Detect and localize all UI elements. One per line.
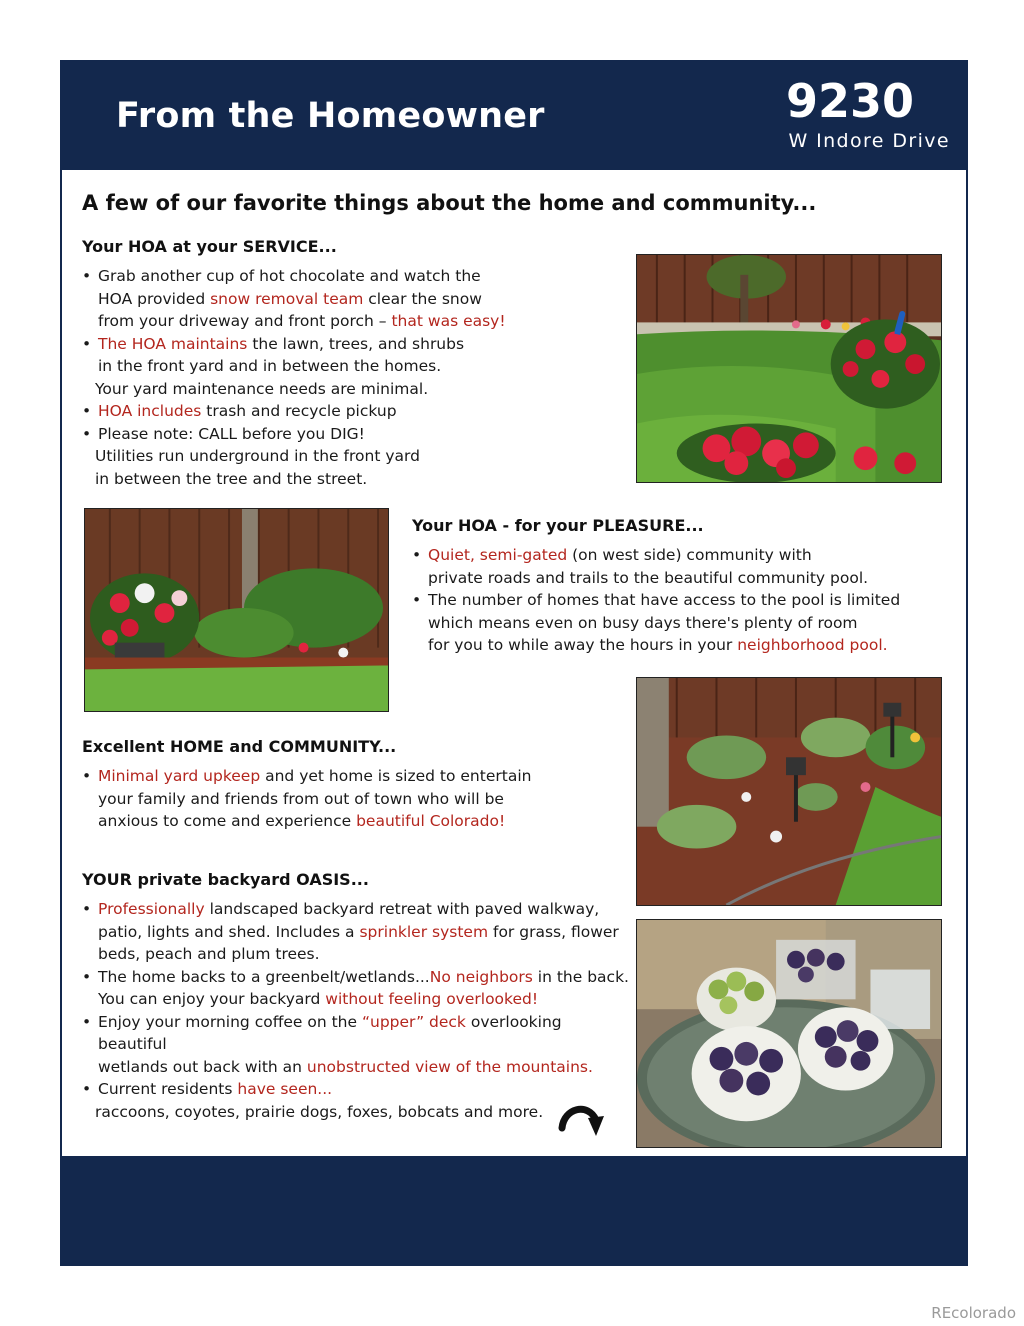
page-title: From the Homeowner	[116, 96, 545, 136]
service-heading: Your HOA at your SERVICE...	[82, 237, 337, 256]
header-banner	[62, 60, 966, 170]
oasis-heading: YOUR private backyard OASIS...	[82, 870, 369, 889]
community-heading: Excellent HOME and COMMUNITY...	[82, 737, 397, 756]
list-item: • Current residents have seen... raccoons, coyotes, prairie dogs, foxes, bobcats and more.	[82, 1078, 630, 1123]
footer-banner	[62, 1156, 966, 1266]
list-item: • HOA includes trash and recycle pickup	[82, 400, 602, 423]
oasis-list	[82, 898, 630, 1123]
photo-fruit-bowls	[636, 919, 942, 1148]
community-list	[82, 765, 602, 833]
list-item: • The HOA maintains the lawn, trees, and shrubs in the front yard and in between the homes. Your yard maintenance needs are minimal.	[82, 333, 602, 401]
service-list	[82, 265, 602, 490]
pleasure-heading: Your HOA - for your PLEASURE...	[412, 516, 704, 535]
list-item: • Grab another cup of hot chocolate and watch the HOA provided snow removal team clear the snow from your driveway and front porch – that was easy!	[82, 265, 602, 333]
watermark: REcolorado	[931, 1304, 1016, 1322]
flyer-page	[60, 60, 968, 1266]
intro-heading: A few of our favorite things about the home and community...	[82, 191, 817, 215]
photo-hosta-garden	[636, 677, 942, 906]
photo-flower-bed	[84, 508, 389, 712]
curved-arrow-icon	[558, 1100, 606, 1142]
list-item: • The home backs to a greenbelt/wetlands...No neighbors in the back. You can enjoy your backyard without feeling overlooked!	[82, 966, 630, 1011]
list-item: • The number of homes that have access to the pool is limited which means even on busy days there's plenty of room for you to while away the hours in your neighborhood pool.	[412, 589, 932, 657]
photo-lawn-geraniums	[636, 254, 942, 483]
list-item: • Quiet, semi-gated (on west side) community with private roads and trails to the beautiful community pool.	[412, 544, 932, 589]
list-item: • Please note: CALL before you DIG! Utilities run underground in the front yard in between the tree and the street.	[82, 423, 602, 491]
pleasure-list	[412, 544, 932, 657]
list-item: • Professionally landscaped backyard retreat with paved walkway, patio, lights and shed. Includes a sprinkler system for grass, flower beds, peach and plum trees.	[82, 898, 630, 966]
list-item: • Minimal yard upkeep and yet home is sized to entertain your family and friends from out of town who will be anxious to come and experience beautiful Colorado!	[82, 765, 602, 833]
address-number: 9230	[785, 74, 914, 128]
list-item: • Enjoy your morning coffee on the “upper” deck overlooking beautiful wetlands out back with an unobstructed view of the mountains.	[82, 1011, 630, 1079]
address-street: W Indore Drive	[788, 130, 950, 152]
